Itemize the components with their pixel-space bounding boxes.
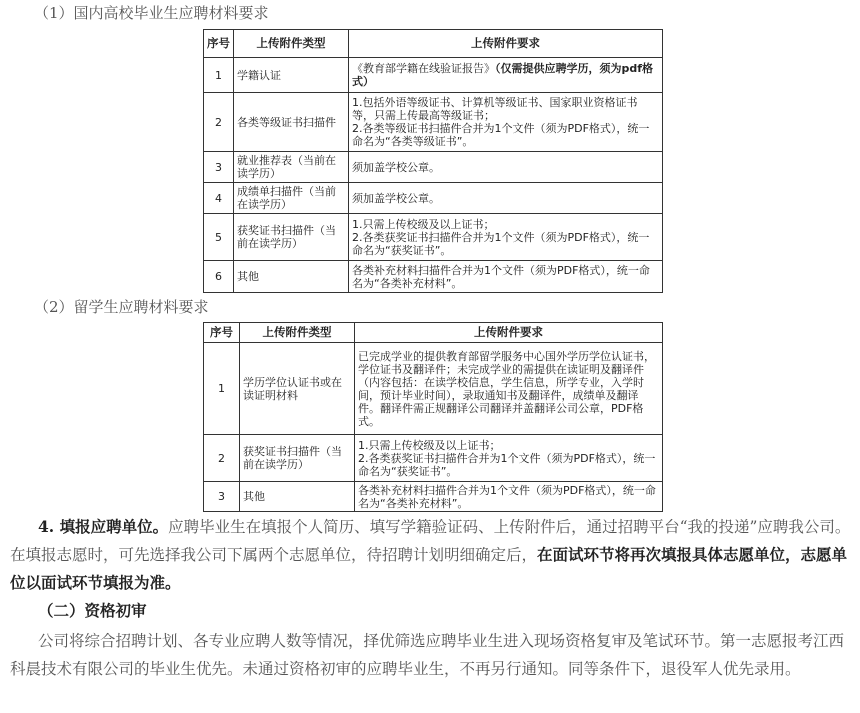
paragraph-qualification: 公司将综合招聘计划、各专业应聘人数等情况，择优筛选应聘毕业生进入现场资格复审及笔试环节。第一志愿报考江西科晨技术有限公司的毕业生优先。未通过资格初审的应聘毕业生，不再另行通知。同等条件下，退役军人优先录用。 [10,632,845,678]
row-no: 2 [204,435,240,482]
header-req: 上传附件要求 [355,323,663,343]
table-row [204,343,663,435]
heading-qualification-review: （二）资格初审 [38,601,147,620]
table-row [204,214,663,261]
row-type: 成绩单扫描件（当前在读学历） [234,183,349,214]
row-no: 3 [204,152,234,183]
table-row [204,435,663,482]
row-no: 1 [204,58,234,93]
row-no: 5 [204,214,234,261]
row-type: 获奖证书扫描件（当前在读学历） [240,435,355,482]
row-req: 1.只需上传校级及以上证书； 2.各类获奖证书扫描件合并为1个文件（须为PDF格式），统一命名为“获奖证书”。 [349,214,663,261]
row-req: 1.包括外语等级证书、计算机等级证书、国家职业资格证书等，只需上传最高等级证书； 2.各类等级证书扫描件合并为1个文件（须为PDF格式），统一命名为“各类等级证书”。 [349,93,663,152]
header-type: 上传附件类型 [240,323,355,343]
table-row [204,93,663,152]
paragraph-application [10,513,856,597]
header-no: 序号 [204,323,240,343]
row-req: 各类补充材料扫描件合并为1个文件（须为PDF格式），统一命名为“各类补充材料”。 [349,261,663,293]
overseas-materials-table [203,322,663,512]
row-type: 各类等级证书扫描件 [234,93,349,152]
row-no: 2 [204,93,234,152]
table-row [204,261,663,293]
row-req: 《教育部学籍在线验证报告》（仅需提供应聘学历，须为pdf格式） [349,58,663,93]
row-req: 须加盖学校公章。 [349,152,663,183]
row-type: 获奖证书扫描件（当前在读学历） [234,214,349,261]
row-req: 各类补充材料扫描件合并为1个文件（须为PDF格式），统一命名为“各类补充材料”。 [355,482,663,512]
row-type: 学籍认证 [234,58,349,93]
header-no: 序号 [204,30,234,58]
row-type: 其他 [234,261,349,293]
header-req: 上传附件要求 [349,30,663,58]
paragraph-application-lead: 4. 填报应聘单位。 [38,517,169,536]
row-no: 3 [204,482,240,512]
section1-title: （1）国内高校毕业生应聘材料要求 [34,4,269,22]
domestic-materials-table [203,29,663,293]
header-type: 上传附件类型 [234,30,349,58]
section2-title: （2）留学生应聘材料要求 [34,298,209,316]
row-no: 6 [204,261,234,293]
row-type: 就业推荐表（当前在读学历） [234,152,349,183]
row-req: 1.只需上传校级及以上证书； 2.各类获奖证书扫描件合并为1个文件（须为PDF格式），统一命名为“获奖证书”。 [355,435,663,482]
row-req: 须加盖学校公章。 [349,183,663,214]
row-req: 已完成学业的提供教育部留学服务中心国外学历学位认证书，学位证书及翻译件；未完成学业的需提供在读证明及翻译件（内容包括：在读学校信息，学生信息，所学专业，入学时间，预计毕业时间），录取通知书及翻译件，成绩单及翻译件。翻译件需正规翻译公司翻译并盖翻译公司公章，PDF格式。 [355,343,663,435]
row-type: 其他 [240,482,355,512]
row-no: 4 [204,183,234,214]
paragraph-application-bold: 在面试环节将再次填报具体志愿单位，志愿单位以面试环节填报为准。 [10,545,848,592]
row-type: 学历学位认证书或在读证明材料 [240,343,355,435]
paragraph-application-text: 应聘毕业生在填报个人简历、填写学籍验证码、上传附件后，通过招聘平台“我的投递”应聘我公司。在填报志愿时，可先选择我公司下属两个志愿单位，待招聘计划明细确定后， [10,518,851,564]
table-row [204,58,663,93]
table-row [204,183,663,214]
table-row [204,482,663,512]
row-no: 1 [204,343,240,435]
table-row [204,152,663,183]
